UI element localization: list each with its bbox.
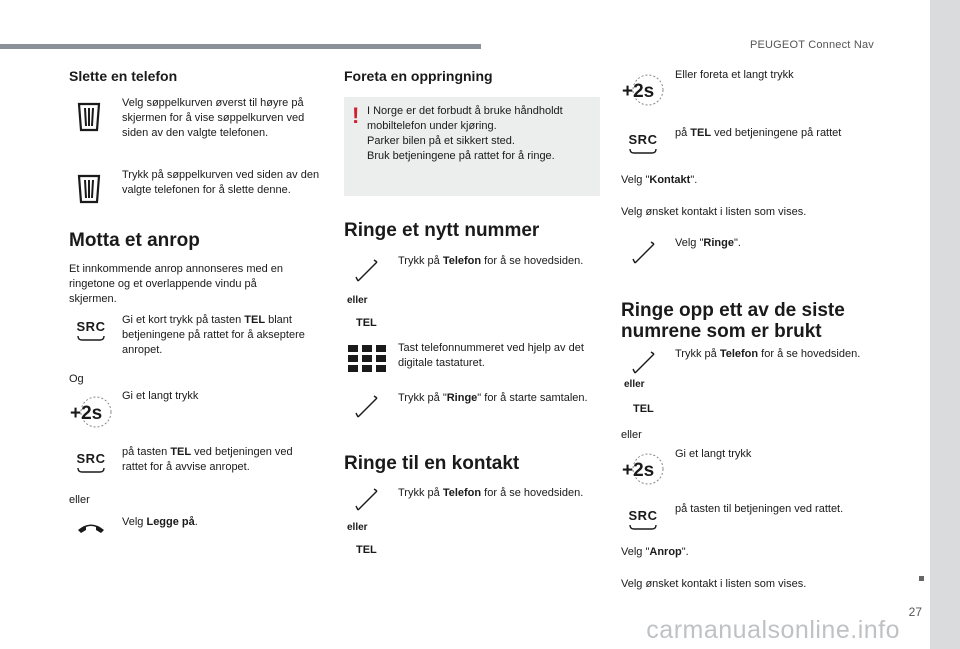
src-button-icon: SRC — [73, 318, 109, 344]
page-number: 27 — [908, 605, 922, 619]
kontakt-step-4: Velg "Kontakt". — [621, 174, 698, 186]
section-title-foreta: Foreta en oppringning — [344, 68, 493, 84]
kontakt-step-1: Trykk på Telefon for å se hovedsiden. — [398, 487, 584, 499]
src-button-icon: SRC — [625, 507, 661, 533]
header-rule — [0, 44, 481, 49]
tel-button-icon: TEL — [356, 544, 377, 556]
src-button-icon: SRC — [625, 131, 661, 157]
long-press-2s-icon — [621, 72, 665, 108]
svg-text:+2s: +2s — [70, 403, 103, 424]
tel-button-icon: TEL — [633, 403, 654, 415]
phone-handset-icon — [631, 240, 657, 266]
nytt-step-1: Trykk på Telefon for å se hovedsiden. — [398, 255, 584, 267]
nytt-step-2: Tast telefonnummeret ved hjelp av det digitale tastaturet. — [398, 342, 584, 369]
slette-step-2: Trykk på søppelkurven ved siden av den valgte telefonen for å slette denne. — [122, 169, 320, 196]
motta-step-1: Gi et kort trykk på tasten TEL blant betjeningene på rattet for å akseptere anropet. — [122, 314, 305, 356]
siste-step-1: Trykk på Telefon for å se hovedsiden. — [675, 348, 861, 360]
phone-handset-icon — [354, 258, 380, 284]
siste-step-3: på tasten til betjeningen ved rattet. — [675, 503, 844, 515]
motta-og: Og — [69, 373, 84, 385]
nytt-step-3: Trykk på "Ringe" for å starte samtalen. — [398, 392, 588, 404]
siste-eller: eller — [621, 429, 642, 441]
eller-label: eller — [624, 379, 645, 390]
motta-eller: eller — [69, 494, 90, 506]
watermark: carmanualsonline.info — [646, 616, 900, 644]
section-title-nytt-nummer: Ringe et nytt nummer — [344, 220, 540, 241]
warning-text: I Norge er det forbudt å bruke håndholdt mobiltelefon under kjøring. Parker bilen på et sikkert sted. Bruk betjeningene på rattet for å ringe. — [367, 105, 563, 162]
siste-step-4: Velg "Anrop". — [621, 546, 689, 558]
warning-icon: ! — [352, 103, 360, 128]
header-brand: PEUGEOT Connect Nav — [749, 39, 874, 51]
section-title-kontakt: Ringe til en kontakt — [344, 453, 520, 474]
motta-step-2: Gi et langt trykk — [122, 390, 199, 402]
keypad-icon — [348, 345, 386, 373]
page-marker — [919, 576, 924, 581]
phone-handset-icon — [354, 394, 380, 420]
kontakt-step-6: Velg "Ringe". — [675, 237, 741, 249]
kontakt-step-5: Velg ønsket kontakt i listen som vises. — [621, 206, 807, 218]
siste-step-2: Gi et langt trykk — [675, 448, 752, 460]
svg-text:+2s: +2s — [622, 460, 655, 481]
tel-button-icon: TEL — [356, 317, 377, 329]
phone-handset-icon — [354, 487, 380, 513]
kontakt-step-2: Eller foreta et langt trykk — [675, 69, 794, 81]
side-strip — [930, 0, 960, 649]
section-title-slette: Slette en telefon — [69, 68, 178, 84]
siste-step-5: Velg ønsket kontakt i listen som vises. — [621, 578, 807, 590]
motta-intro: Et innkommende anrop annonseres med en ringetone og et overlappende vindu på skjermen. — [69, 263, 284, 305]
eller-label: eller — [347, 295, 368, 306]
phone-handset-icon — [631, 350, 657, 376]
hang-up-icon — [77, 520, 105, 536]
motta-step-4: Velg Legge på. — [122, 516, 198, 528]
slette-step-1: Velg søppelkurven øverst til høyre på skjermen for å vise søppelkurven ved siden av den valgte telefonen. — [122, 97, 305, 139]
section-title-siste: Ringe opp ett av de siste numrene som er brukt — [621, 300, 845, 342]
long-press-2s-icon — [621, 451, 665, 487]
motta-step-3: på tasten TEL ved betjeningen ved rattet for å avvise anropet. — [122, 446, 293, 473]
trash-icon — [77, 172, 101, 204]
svg-text:+2s: +2s — [622, 81, 655, 102]
kontakt-step-3: på TEL ved betjeningene på rattet — [675, 127, 842, 139]
warning-box — [344, 97, 600, 196]
long-press-2s-icon — [69, 394, 113, 430]
trash-icon — [77, 100, 101, 132]
src-button-icon: SRC — [73, 450, 109, 476]
eller-label: eller — [347, 522, 368, 533]
section-title-motta: Motta et anrop — [69, 230, 200, 251]
